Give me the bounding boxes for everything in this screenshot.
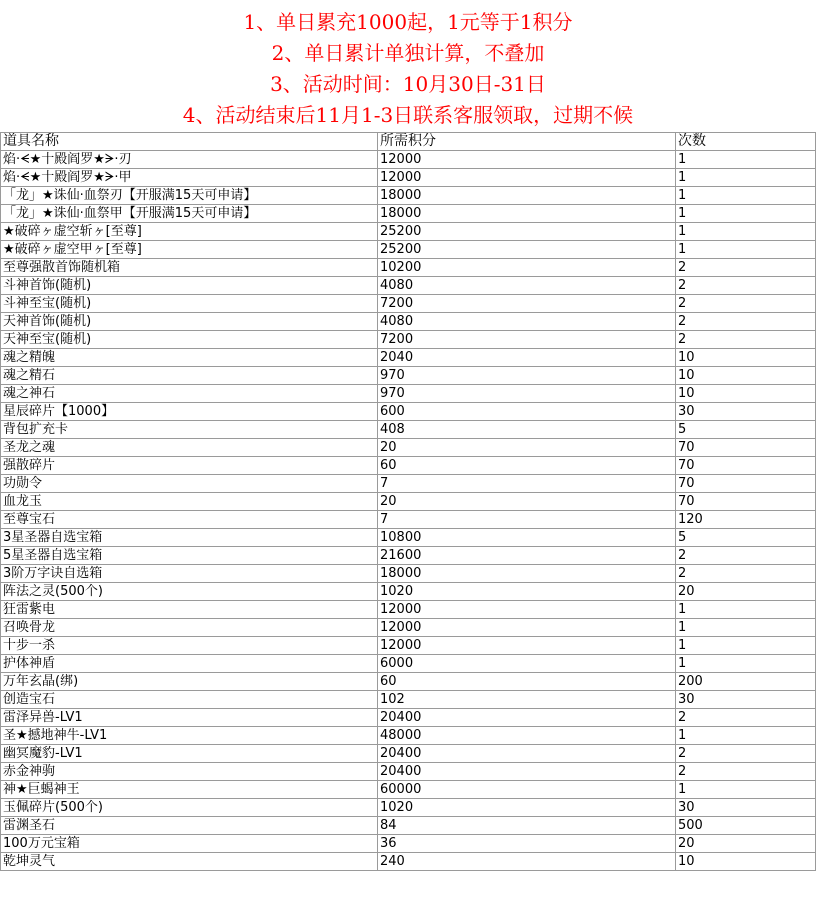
item-name-cell: 赤金神驹: [1, 763, 378, 781]
times-cell: 30: [676, 799, 816, 817]
item-name-cell: 护体神盾: [1, 655, 378, 673]
times-cell: 1: [676, 727, 816, 745]
item-name-cell: 焰·ᗕ★十殿阎罗★ᗒ·刃: [1, 151, 378, 169]
times-cell: 10: [676, 853, 816, 871]
points-cell: 4080: [378, 277, 676, 295]
header-item-name: 道具名称: [1, 133, 378, 151]
points-cell: 60: [378, 457, 676, 475]
item-name-cell: 「龙」★诛仙·血祭刃【开服满15天可申请】: [1, 187, 378, 205]
table-row: [1, 439, 816, 457]
times-cell: 5: [676, 529, 816, 547]
table-row: [1, 745, 816, 763]
points-cell: 12000: [378, 619, 676, 637]
points-cell: 20400: [378, 745, 676, 763]
table-row: [1, 367, 816, 385]
header-times: 次数: [676, 133, 816, 151]
item-name-cell: 功勋令: [1, 475, 378, 493]
points-cell: 6000: [378, 655, 676, 673]
item-name-cell: 100万元宝箱: [1, 835, 378, 853]
times-cell: 5: [676, 421, 816, 439]
times-cell: 30: [676, 691, 816, 709]
table-row: [1, 511, 816, 529]
table-row: [1, 475, 816, 493]
points-cell: 18000: [378, 187, 676, 205]
times-cell: 30: [676, 403, 816, 421]
table-row: [1, 187, 816, 205]
table-row: [1, 799, 816, 817]
item-name-cell: 玉佩碎片(500个): [1, 799, 378, 817]
rule-line: 2、单日累计单独计算，不叠加: [271, 41, 545, 65]
item-name-cell: 魂之精石: [1, 367, 378, 385]
points-cell: 12000: [378, 151, 676, 169]
item-name-cell: 斗神至宝(随机): [1, 295, 378, 313]
item-name-cell: 幽冥魔豹-LV1: [1, 745, 378, 763]
item-name-cell: 创造宝石: [1, 691, 378, 709]
times-cell: 1: [676, 151, 816, 169]
times-cell: 1: [676, 655, 816, 673]
table-row: [1, 349, 816, 367]
times-cell: 10: [676, 349, 816, 367]
rule-line: 4、活动结束后11月1-3日联系客服领取，过期不候: [182, 103, 634, 127]
event-rules: [0, 0, 816, 132]
item-name-cell: 3星圣器自选宝箱: [1, 529, 378, 547]
times-cell: 1: [676, 781, 816, 799]
times-cell: 1: [676, 205, 816, 223]
rule-line: 3、活动时间：10月30日-31日: [270, 72, 546, 96]
table-row: [1, 151, 816, 169]
item-name-cell: 魂之精魄: [1, 349, 378, 367]
points-cell: 20: [378, 439, 676, 457]
item-name-cell: 「龙」★诛仙·血祭甲【开服满15天可申请】: [1, 205, 378, 223]
item-name-cell: 至尊强散首饰随机箱: [1, 259, 378, 277]
item-name-cell: 血龙玉: [1, 493, 378, 511]
item-name-cell: 万年玄晶(绑): [1, 673, 378, 691]
points-cell: 60: [378, 673, 676, 691]
times-cell: 120: [676, 511, 816, 529]
times-cell: 2: [676, 295, 816, 313]
points-cell: 36: [378, 835, 676, 853]
table-row: [1, 493, 816, 511]
points-cell: 84: [378, 817, 676, 835]
table-row: [1, 565, 816, 583]
table-row: [1, 691, 816, 709]
times-cell: 20: [676, 583, 816, 601]
points-cell: 60000: [378, 781, 676, 799]
item-name-cell: 雷渊圣石: [1, 817, 378, 835]
table-row: [1, 169, 816, 187]
points-cell: 25200: [378, 241, 676, 259]
table-row: [1, 295, 816, 313]
times-cell: 2: [676, 547, 816, 565]
table-row: [1, 817, 816, 835]
table-row: [1, 763, 816, 781]
table-row: [1, 259, 816, 277]
points-cell: 102: [378, 691, 676, 709]
table-row: [1, 385, 816, 403]
points-cell: 7200: [378, 295, 676, 313]
points-cell: 12000: [378, 637, 676, 655]
points-cell: 1020: [378, 799, 676, 817]
table-row: [1, 277, 816, 295]
table-row: [1, 205, 816, 223]
points-cell: 7: [378, 511, 676, 529]
times-cell: 2: [676, 709, 816, 727]
item-name-cell: 天神首饰(随机): [1, 313, 378, 331]
times-cell: 200: [676, 673, 816, 691]
times-cell: 10: [676, 385, 816, 403]
points-cell: 18000: [378, 205, 676, 223]
item-name-cell: 背包扩充卡: [1, 421, 378, 439]
times-cell: 2: [676, 313, 816, 331]
times-cell: 70: [676, 457, 816, 475]
points-cell: 48000: [378, 727, 676, 745]
table-row: [1, 637, 816, 655]
item-name-cell: 至尊宝石: [1, 511, 378, 529]
table-row: [1, 313, 816, 331]
rule-line: 1、单日累充1000起，1元等于1积分: [243, 10, 573, 34]
table-row: [1, 547, 816, 565]
times-cell: 10: [676, 367, 816, 385]
times-cell: 2: [676, 331, 816, 349]
table-row: [1, 601, 816, 619]
table-row: [1, 727, 816, 745]
table-row: [1, 241, 816, 259]
table-row: [1, 655, 816, 673]
table-row: [1, 223, 816, 241]
points-cell: 21600: [378, 547, 676, 565]
item-name-cell: 魂之神石: [1, 385, 378, 403]
times-cell: 1: [676, 601, 816, 619]
item-name-cell: 阵法之灵(500个): [1, 583, 378, 601]
times-cell: 2: [676, 565, 816, 583]
points-cell: 20400: [378, 709, 676, 727]
table-row: [1, 529, 816, 547]
times-cell: 70: [676, 493, 816, 511]
points-cell: 600: [378, 403, 676, 421]
times-cell: 70: [676, 439, 816, 457]
times-cell: 1: [676, 637, 816, 655]
item-name-cell: ★破碎ヶ虚空甲ヶ[至尊]: [1, 241, 378, 259]
item-name-cell: 神★巨蝎神王: [1, 781, 378, 799]
item-name-cell: 十步一杀: [1, 637, 378, 655]
header-points: 所需积分: [378, 133, 676, 151]
points-cell: 12000: [378, 601, 676, 619]
item-name-cell: 圣龙之魂: [1, 439, 378, 457]
table-row: [1, 331, 816, 349]
item-name-cell: 焰·ᗕ★十殿阎罗★ᗒ·甲: [1, 169, 378, 187]
item-name-cell: 5星圣器自选宝箱: [1, 547, 378, 565]
table-row: [1, 709, 816, 727]
table-row: [1, 619, 816, 637]
points-cell: 7: [378, 475, 676, 493]
points-cell: 408: [378, 421, 676, 439]
table-row: [1, 835, 816, 853]
times-cell: 1: [676, 223, 816, 241]
times-cell: 500: [676, 817, 816, 835]
item-name-cell: 雷泽异兽-LV1: [1, 709, 378, 727]
item-name-cell: 强散碎片: [1, 457, 378, 475]
points-cell: 10800: [378, 529, 676, 547]
points-cell: 970: [378, 385, 676, 403]
points-cell: 1020: [378, 583, 676, 601]
points-cell: 18000: [378, 565, 676, 583]
times-cell: 70: [676, 475, 816, 493]
points-cell: 7200: [378, 331, 676, 349]
times-cell: 2: [676, 259, 816, 277]
table-row: [1, 583, 816, 601]
times-cell: 2: [676, 277, 816, 295]
points-cell: 970: [378, 367, 676, 385]
points-cell: 25200: [378, 223, 676, 241]
points-cell: 20: [378, 493, 676, 511]
points-cell: 240: [378, 853, 676, 871]
item-name-cell: 3阶万字诀自选箱: [1, 565, 378, 583]
points-cell: 10200: [378, 259, 676, 277]
times-cell: 20: [676, 835, 816, 853]
item-name-cell: 召唤骨龙: [1, 619, 378, 637]
times-cell: 2: [676, 763, 816, 781]
table-row: [1, 403, 816, 421]
table-row: [1, 781, 816, 799]
times-cell: 1: [676, 619, 816, 637]
item-name-cell: 星辰碎片【1000】: [1, 403, 378, 421]
table-header-row: [1, 133, 816, 151]
table-row: [1, 421, 816, 439]
points-cell: 20400: [378, 763, 676, 781]
table-row: [1, 673, 816, 691]
times-cell: 1: [676, 187, 816, 205]
table-row: [1, 853, 816, 871]
item-name-cell: 乾坤灵气: [1, 853, 378, 871]
times-cell: 2: [676, 745, 816, 763]
item-name-cell: 狂雷紫电: [1, 601, 378, 619]
table-row: [1, 457, 816, 475]
item-name-cell: 天神至宝(随机): [1, 331, 378, 349]
points-cell: 2040: [378, 349, 676, 367]
points-cell: 12000: [378, 169, 676, 187]
times-cell: 1: [676, 241, 816, 259]
points-cell: 4080: [378, 313, 676, 331]
times-cell: 1: [676, 169, 816, 187]
item-name-cell: 圣★撼地神牛-LV1: [1, 727, 378, 745]
item-name-cell: 斗神首饰(随机): [1, 277, 378, 295]
item-name-cell: ★破碎ヶ虚空斩ヶ[至尊]: [1, 223, 378, 241]
reward-table: [0, 132, 816, 871]
